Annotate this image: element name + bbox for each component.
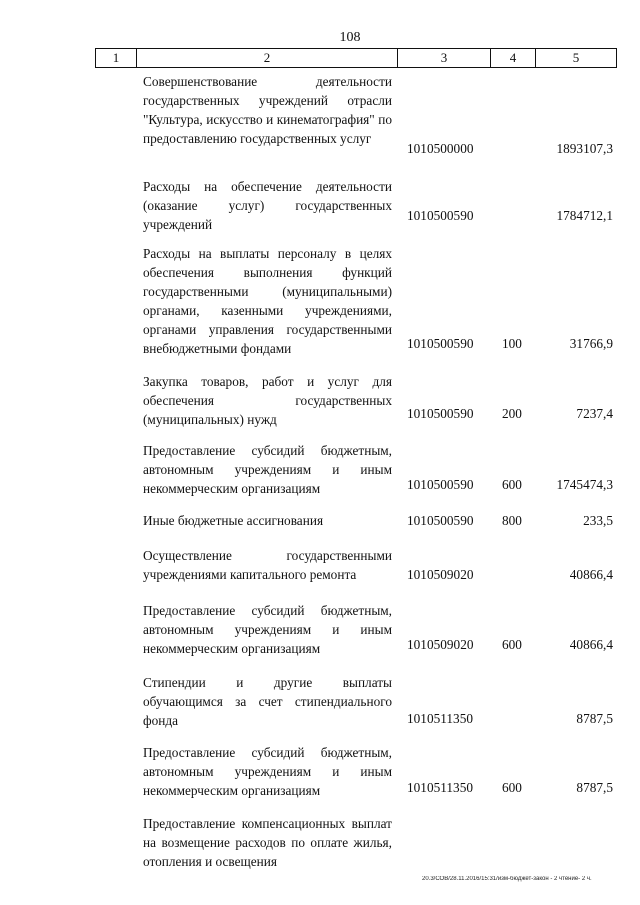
row-code: 1010500590 xyxy=(407,513,474,528)
row-amount: 40866,4 xyxy=(569,567,613,582)
row-amount: 233,5 xyxy=(583,513,613,528)
row-description: Расходы на выплаты персоналу в целях обеспечения выполнения функций государственными (муниципальными) органами, казенными учреждениями, органами управления государственными внебюджетными фондами xyxy=(143,246,392,356)
row-amount: 8787,5 xyxy=(576,711,613,726)
row-expense-type: 800 xyxy=(502,513,522,528)
column-header-3: 3 xyxy=(398,49,491,67)
row-code: 1010500590 xyxy=(407,336,474,351)
row-amount: 31766,9 xyxy=(569,336,613,351)
row-code: 1010509020 xyxy=(407,637,474,652)
row-code: 1010500590 xyxy=(407,477,474,492)
row-description: Осуществление государственными учреждениями капитального ремонта xyxy=(143,548,392,582)
row-amount: 40866,4 xyxy=(569,637,613,652)
row-amount: 7237,4 xyxy=(576,406,613,421)
document-footer-note: 20.3/СОВ/28.11.2016/15:31/изм-бюджет-закон - 2 чтение- 2 ч. xyxy=(422,876,592,882)
row-description: Предоставление компенсационных выплат на возмещение расходов по оплате жилья, отопления и освещения xyxy=(143,816,392,869)
page-number: 108 xyxy=(339,30,361,45)
row-description: Предоставление субсидий бюджетным, автономным учреждениям и иным некоммерческим организациям xyxy=(143,603,392,656)
row-amount: 1893107,3 xyxy=(556,141,613,156)
row-description: Иные бюджетные ассигнования xyxy=(143,513,324,528)
row-code: 1010500590 xyxy=(407,406,474,421)
row-description: Предоставление субсидий бюджетным, автономным учреждениям и иным некоммерческим организациям xyxy=(143,443,392,496)
row-amount: 8787,5 xyxy=(576,780,613,795)
row-code: 1010500000 xyxy=(407,141,474,156)
row-expense-type: 600 xyxy=(502,780,522,795)
row-amount: 1745474,3 xyxy=(556,477,613,492)
row-expense-type: 600 xyxy=(502,637,522,652)
row-code: 1010500590 xyxy=(407,208,474,223)
row-code: 1010509020 xyxy=(407,567,474,582)
row-code: 1010511350 xyxy=(407,711,473,726)
column-header-4: 4 xyxy=(491,49,536,67)
row-code: 1010511350 xyxy=(407,780,473,795)
row-description: Совершенствование деятельности государственных учреждений отрасли "Культура, искусство и кинематография" по предоставлению государственных услуг xyxy=(143,74,392,146)
row-expense-type: 200 xyxy=(502,406,522,421)
row-expense-type: 600 xyxy=(502,477,522,492)
column-header-5: 5 xyxy=(572,50,580,65)
row-expense-type: 100 xyxy=(502,336,522,351)
column-header-2: 2 xyxy=(137,49,398,67)
row-description: Расходы на обеспечение деятельности (оказание услуг) государственных учреждений xyxy=(143,179,392,232)
row-amount: 1784712,1 xyxy=(556,208,613,223)
row-description: Стипендии и другие выплаты обучающимся за счет стипендиального фонда xyxy=(143,675,392,728)
row-description: Предоставление субсидий бюджетным, автономным учреждениям и иным некоммерческим организациям xyxy=(143,745,392,798)
column-header-1: 1 xyxy=(96,49,137,67)
row-description: Закупка товаров, работ и услуг для обеспечения государственных (муниципальных) нужд xyxy=(143,374,392,427)
